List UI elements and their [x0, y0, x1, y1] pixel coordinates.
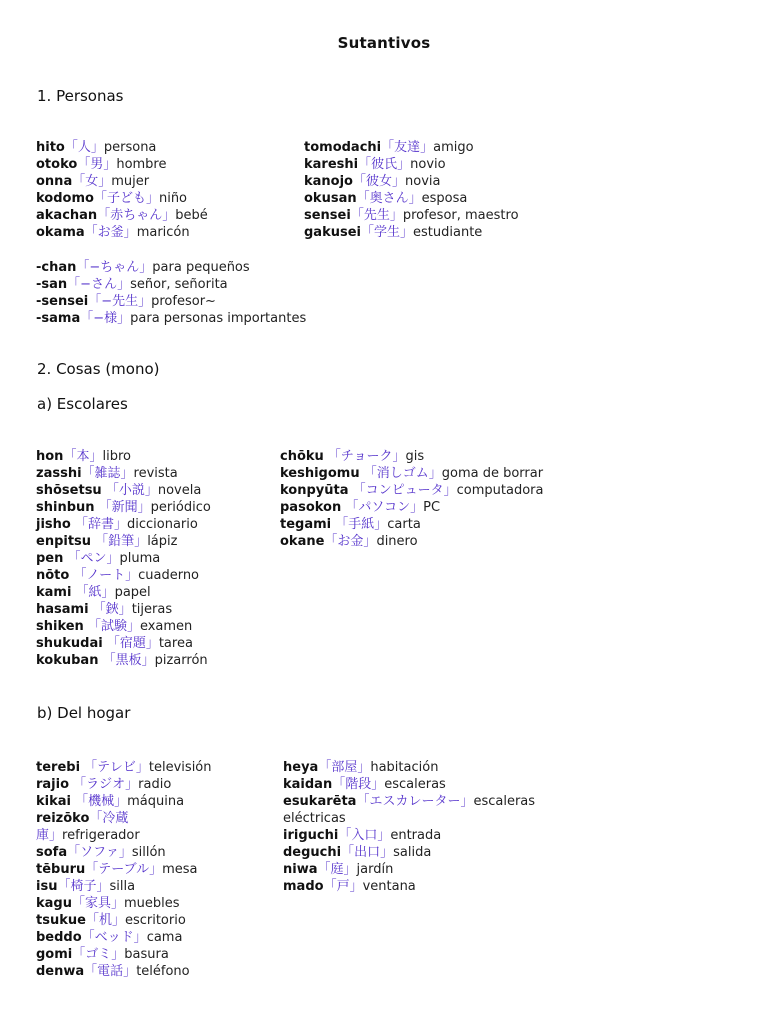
- vocab-entry: [36, 224, 208, 241]
- spanish-gloss: profesor, maestro: [402, 208, 519, 223]
- japanese-word: 「家具」: [71, 896, 124, 911]
- vocab-entry: [36, 861, 212, 878]
- escolares-left-list: [36, 448, 211, 669]
- vocab-entry: [36, 465, 211, 482]
- japanese-word: 「チョーク」: [323, 449, 406, 464]
- hogar-right-list: [283, 759, 535, 895]
- vocab-entry: [280, 533, 544, 550]
- japanese-word: 「ベッド」: [81, 930, 147, 945]
- vocab-entry: [36, 190, 208, 207]
- romaji-word: isu: [36, 879, 58, 894]
- romaji-word: okane: [280, 534, 325, 549]
- romaji-word: rajio: [36, 777, 70, 792]
- romaji-word: chōku: [280, 449, 324, 464]
- romaji-word: hito: [36, 140, 65, 155]
- spanish-gloss: tarea: [158, 636, 193, 651]
- japanese-word: 「戸」: [323, 879, 363, 894]
- japanese-word: 「−さん」: [67, 277, 131, 292]
- spanish-gloss: escaleras: [384, 777, 446, 792]
- vocab-entry: [36, 207, 208, 224]
- vocab-entry: [36, 776, 212, 793]
- spanish-gloss: dinero: [376, 534, 418, 549]
- spanish-gloss: cama: [146, 930, 183, 945]
- japanese-word: 「−様」: [80, 311, 131, 326]
- personas-right-list: [304, 139, 519, 241]
- japanese-word: 「部屋」: [318, 760, 371, 775]
- japanese-word: 「電話」: [84, 964, 137, 979]
- spanish-gloss: gis: [405, 449, 425, 464]
- vocab-entry: [36, 759, 212, 776]
- vocab-entry: [304, 173, 519, 190]
- vocab-entry: [304, 190, 519, 207]
- spanish-gloss: papel: [114, 585, 151, 600]
- vocab-entry: [36, 293, 306, 310]
- romaji-word: okusan: [304, 191, 357, 206]
- japanese-word: 「消しゴム」: [359, 466, 442, 481]
- spanish-gloss: maricón: [136, 225, 190, 240]
- japanese-word: 「−先生」: [88, 294, 152, 309]
- spanish-gloss: libro: [102, 449, 131, 464]
- vocab-entry: [36, 793, 212, 810]
- vocab-entry: [36, 567, 211, 584]
- japanese-word: 「鋏」: [88, 602, 132, 617]
- spanish-gloss: muebles: [124, 896, 180, 911]
- spanish-gloss: refrigerador: [62, 828, 140, 843]
- romaji-word: tsukue: [36, 913, 86, 928]
- japanese-word: 「お金」: [324, 534, 377, 549]
- japanese-word: 「子ども」: [93, 191, 159, 206]
- romaji-word: kaidan: [283, 777, 333, 792]
- japanese-word: 庫」: [36, 828, 63, 843]
- vocab-entry: [36, 912, 212, 929]
- japanese-word: 「試験」: [83, 619, 140, 634]
- spanish-gloss: esposa: [421, 191, 468, 206]
- japanese-word: 「雑誌」: [81, 466, 134, 481]
- romaji-word: mado: [283, 879, 324, 894]
- vocab-entry: [36, 618, 211, 635]
- japanese-word: 「出口」: [341, 845, 394, 860]
- romaji-word: kagu: [36, 896, 72, 911]
- heading-cosas: 2. Cosas (mono): [37, 360, 160, 378]
- personas-left-list: [36, 139, 208, 241]
- japanese-word: 「先生」: [350, 208, 403, 223]
- spanish-gloss: escritorio: [124, 913, 186, 928]
- vocab-entry: [280, 448, 544, 465]
- vocab-entry: [36, 827, 212, 844]
- vocab-entry: [36, 601, 211, 618]
- romaji-word: akachan: [36, 208, 98, 223]
- romaji-word: heya: [283, 760, 319, 775]
- romaji-word: iriguchi: [283, 828, 339, 843]
- spanish-gloss: salida: [393, 845, 432, 860]
- japanese-word: 「辞書」: [70, 517, 127, 532]
- spanish-gloss: revista: [133, 466, 178, 481]
- spanish-gloss: teléfono: [136, 964, 190, 979]
- japanese-word: 「ノート」: [69, 568, 139, 583]
- vocab-entry: [36, 652, 211, 669]
- spanish-gloss: examen: [139, 619, 193, 634]
- heading-hogar: b) Del hogar: [37, 704, 131, 722]
- spanish-gloss: novia: [405, 174, 441, 189]
- japanese-word: 「本」: [63, 449, 103, 464]
- romaji-word: shukudai: [36, 636, 103, 651]
- hogar-left-list: [36, 759, 212, 980]
- romaji-word: jisho: [36, 517, 71, 532]
- spanish-gloss: hombre: [116, 157, 167, 172]
- romaji-word: tēburu: [36, 862, 86, 877]
- vocab-entry: [36, 173, 208, 190]
- heading-escolares: a) Escolares: [37, 395, 128, 413]
- vocab-entry: [36, 635, 211, 652]
- spanish-gloss: pizarrón: [154, 653, 208, 668]
- japanese-word: 「鉛筆」: [91, 534, 148, 549]
- spanish-gloss: bebé: [175, 208, 208, 223]
- spanish-gloss: carta: [387, 517, 421, 532]
- romaji-word: okama: [36, 225, 85, 240]
- spanish-gloss: sillón: [131, 845, 166, 860]
- romaji-word: -chan: [36, 260, 77, 275]
- spanish-gloss: niño: [158, 191, 188, 206]
- spanish-gloss: goma de borrar: [441, 466, 544, 481]
- japanese-word: 「椅子」: [57, 879, 110, 894]
- japanese-word: 「コンピュータ」: [348, 483, 457, 498]
- spanish-gloss: estudiante: [413, 225, 483, 240]
- vocab-entry: [280, 482, 544, 499]
- vocab-entry: [36, 963, 212, 980]
- romaji-word: -sama: [36, 311, 81, 326]
- romaji-word: gomi: [36, 947, 73, 962]
- vocab-entry: [36, 482, 211, 499]
- spanish-gloss: persona: [103, 140, 157, 155]
- japanese-word: 「ソファ」: [67, 845, 132, 860]
- vocab-entry: [280, 465, 544, 482]
- spanish-gloss: periódico: [150, 500, 211, 515]
- vocab-entry: [36, 310, 306, 327]
- vocab-entry: [36, 844, 212, 861]
- vocab-entry: [283, 810, 535, 827]
- spanish-gloss: tijeras: [131, 602, 173, 617]
- spanish-gloss: televisión: [148, 760, 212, 775]
- vocab-entry: [36, 878, 212, 895]
- vocab-entry: [283, 861, 535, 878]
- vocab-entry: [36, 516, 211, 533]
- japanese-word: 「学生」: [361, 225, 414, 240]
- japanese-word: 「−ちゃん」: [76, 260, 153, 275]
- japanese-word: 「手紙」: [331, 517, 388, 532]
- vocab-entry: [36, 584, 211, 601]
- japanese-word: 「彼女」: [353, 174, 406, 189]
- spanish-gloss: eléctricas: [283, 811, 346, 826]
- romaji-word: kanojo: [304, 174, 353, 189]
- romaji-word: kareshi: [304, 157, 359, 172]
- japanese-word: 「庭」: [317, 862, 357, 877]
- romaji-word: esukarēta: [283, 794, 357, 809]
- romaji-word: -san: [36, 277, 68, 292]
- vocab-entry: [36, 929, 212, 946]
- vocab-entry: [280, 499, 544, 516]
- romaji-word: denwa: [36, 964, 85, 979]
- spanish-gloss: para pequeños: [152, 260, 250, 275]
- vocab-entry: [36, 810, 212, 827]
- vocab-entry: [283, 844, 535, 861]
- romaji-word: otoko: [36, 157, 78, 172]
- romaji-word: tomodachi: [304, 140, 382, 155]
- romaji-word: shiken: [36, 619, 84, 634]
- japanese-word: 「ゴミ」: [72, 947, 125, 962]
- romaji-word: sofa: [36, 845, 68, 860]
- romaji-word: niwa: [283, 862, 318, 877]
- japanese-word: 「冷蔵: [89, 811, 129, 826]
- japanese-word: 「パソコン」: [341, 500, 424, 515]
- vocab-entry: [36, 259, 306, 276]
- japanese-word: 「テーブル」: [85, 862, 163, 877]
- romaji-word: tegami: [280, 517, 332, 532]
- japanese-word: 「入口」: [338, 828, 391, 843]
- japanese-word: 「友達」: [381, 140, 434, 155]
- spanish-gloss: diccionario: [126, 517, 198, 532]
- heading-personas: 1. Personas: [37, 87, 124, 105]
- spanish-gloss: novela: [157, 483, 202, 498]
- romaji-word: keshigomu: [280, 466, 360, 481]
- vocab-entry: [283, 878, 535, 895]
- spanish-gloss: basura: [124, 947, 169, 962]
- romaji-word: hon: [36, 449, 64, 464]
- japanese-word: 「エスカレーター」: [356, 794, 474, 809]
- japanese-word: 「奥さん」: [356, 191, 422, 206]
- spanish-gloss: pluma: [119, 551, 161, 566]
- japanese-word: 「女」: [72, 174, 112, 189]
- romaji-word: terebi: [36, 760, 81, 775]
- japanese-word: 「階段」: [332, 777, 385, 792]
- romaji-word: hasami: [36, 602, 89, 617]
- spanish-gloss: lápiz: [147, 534, 178, 549]
- vocab-entry: [36, 946, 212, 963]
- japanese-word: 「男」: [77, 157, 117, 172]
- japanese-word: 「機械」: [70, 794, 128, 809]
- japanese-word: 「机」: [85, 913, 125, 928]
- escolares-right-list: [280, 448, 544, 550]
- document-title: Sutantivos: [337, 34, 431, 52]
- romaji-word: shōsetsu: [36, 483, 102, 498]
- japanese-word: 「宿題」: [102, 636, 159, 651]
- japanese-word: 「彼氏」: [358, 157, 411, 172]
- romaji-word: kikai: [36, 794, 71, 809]
- spanish-gloss: escaleras: [473, 794, 536, 809]
- vocab-entry: [36, 533, 211, 550]
- vocab-entry: [304, 207, 519, 224]
- romaji-word: kodomo: [36, 191, 94, 206]
- romaji-word: onna: [36, 174, 73, 189]
- vocab-entry: [36, 550, 211, 567]
- vocab-entry: [283, 776, 535, 793]
- vocab-entry: [280, 516, 544, 533]
- vocab-entry: [36, 499, 211, 516]
- romaji-word: pasokon: [280, 500, 342, 515]
- vocab-entry: [36, 156, 208, 173]
- japanese-word: 「お釜」: [84, 225, 137, 240]
- vocab-entry: [283, 759, 535, 776]
- japanese-word: 「ペン」: [63, 551, 120, 566]
- japanese-word: 「テレビ」: [80, 760, 149, 775]
- spanish-gloss: máquina: [127, 794, 185, 809]
- spanish-gloss: entrada: [390, 828, 442, 843]
- japanese-word: 「紙」: [71, 585, 115, 600]
- vocab-entry: [36, 895, 212, 912]
- romaji-word: deguchi: [283, 845, 342, 860]
- romaji-word: -sensei: [36, 294, 89, 309]
- romaji-word: enpitsu: [36, 534, 92, 549]
- spanish-gloss: habitación: [370, 760, 439, 775]
- romaji-word: kokuban: [36, 653, 99, 668]
- vocab-entry: [36, 276, 306, 293]
- spanish-gloss: mesa: [162, 862, 198, 877]
- spanish-gloss: amigo: [433, 140, 474, 155]
- romaji-word: gakusei: [304, 225, 361, 240]
- vocab-entry: [304, 139, 519, 156]
- vocab-entry: [304, 156, 519, 173]
- japanese-word: 「小説」: [101, 483, 158, 498]
- romaji-word: kami: [36, 585, 72, 600]
- romaji-word: beddo: [36, 930, 82, 945]
- spanish-gloss: profesor~: [151, 294, 216, 309]
- vocab-entry: [304, 224, 519, 241]
- spanish-gloss: radio: [138, 777, 172, 792]
- japanese-word: 「ラジオ」: [69, 777, 139, 792]
- romaji-word: sensei: [304, 208, 351, 223]
- spanish-gloss: silla: [109, 879, 136, 894]
- romaji-word: pen: [36, 551, 64, 566]
- japanese-word: 「人」: [64, 140, 104, 155]
- spanish-gloss: jardín: [356, 862, 394, 877]
- vocab-entry: [283, 793, 535, 810]
- spanish-gloss: señor, señorita: [130, 277, 228, 292]
- japanese-word: 「黒板」: [98, 653, 155, 668]
- romaji-word: shinbun: [36, 500, 95, 515]
- romaji-word: reizōko: [36, 811, 90, 826]
- suffix-list: [36, 259, 306, 327]
- spanish-gloss: cuaderno: [138, 568, 200, 583]
- romaji-word: konpyūta: [280, 483, 349, 498]
- japanese-word: 「新聞」: [94, 500, 151, 515]
- romaji-word: zasshi: [36, 466, 82, 481]
- spanish-gloss: novio: [410, 157, 446, 172]
- spanish-gloss: para personas importantes: [130, 311, 307, 326]
- japanese-word: 「赤ちゃん」: [97, 208, 176, 223]
- romaji-word: nōto: [36, 568, 70, 583]
- vocab-entry: [283, 827, 535, 844]
- spanish-gloss: PC: [423, 500, 441, 515]
- spanish-gloss: mujer: [111, 174, 150, 189]
- vocab-entry: [36, 448, 211, 465]
- spanish-gloss: computadora: [456, 483, 544, 498]
- spanish-gloss: ventana: [362, 879, 416, 894]
- vocab-entry: [36, 139, 208, 156]
